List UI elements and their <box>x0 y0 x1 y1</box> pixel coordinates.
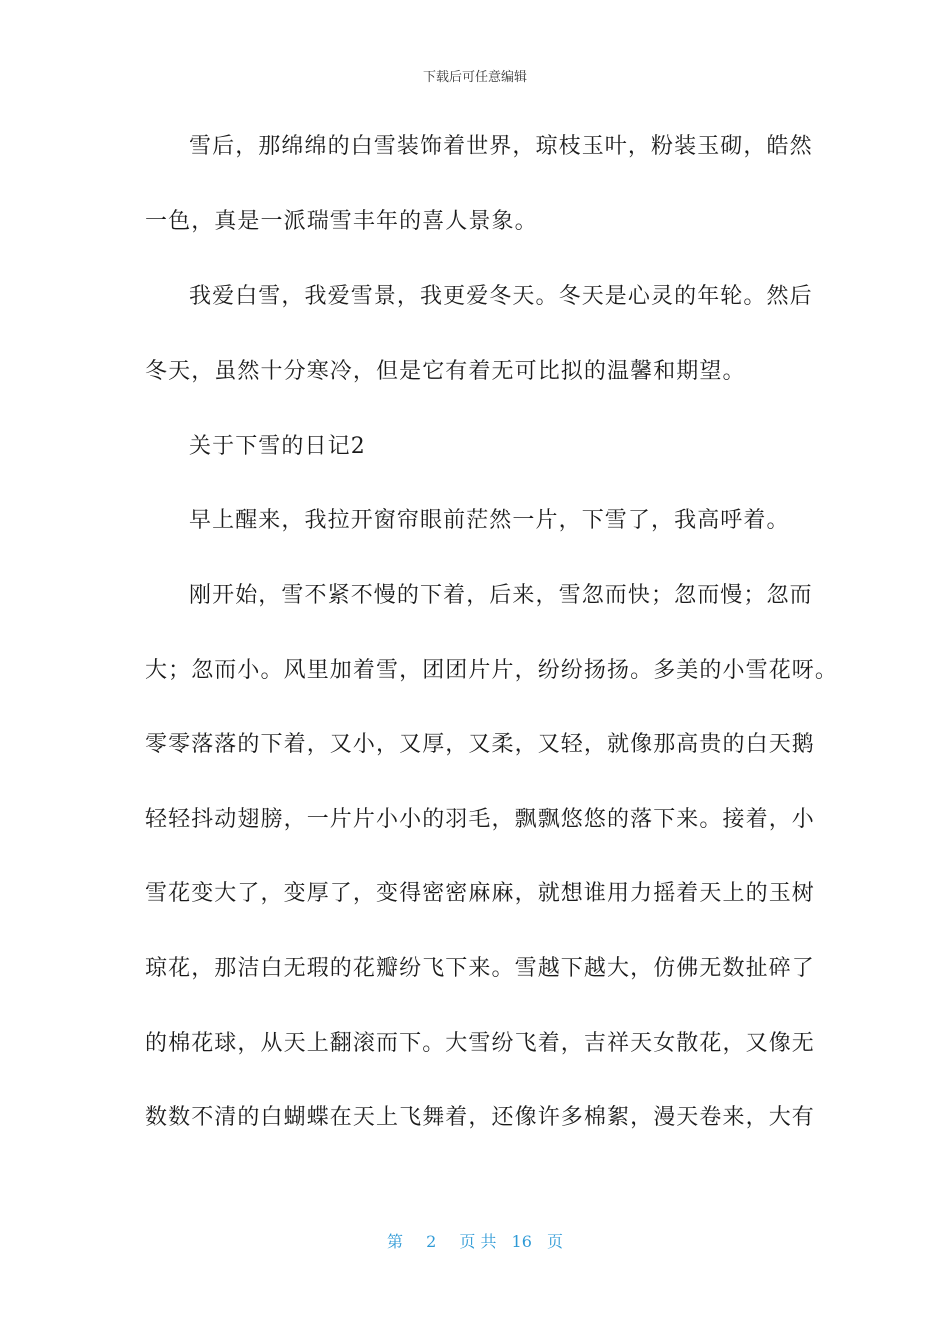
footer-suffix: 页 <box>547 1232 564 1251</box>
text-line: 琼花，那洁白无瑕的花瓣纷飞下来。雪越下越大，仿佛无数扯碎了 <box>145 956 815 981</box>
footer-prefix: 第 <box>386 1232 403 1251</box>
text-line: 零零落落的下着，又小，又厚，又柔，又轻，就像那高贵的白天鹅 <box>145 732 815 757</box>
text-line: 的棉花球，从天上翻滚而下。大雪纷飞着，吉祥天女散花，又像无 <box>145 1031 815 1056</box>
page-footer <box>0 1229 950 1252</box>
text-line: 刚开始，雪不紧不慢的下着，后来，雪忽而快；忽而慢；忽而 <box>189 583 813 608</box>
current-page-number: 2 <box>426 1232 437 1251</box>
footer-middle: 页 共 <box>459 1232 497 1251</box>
text-line: 数数不清的白蝴蝶在天上飞舞着，还像许多棉絮，漫天卷来，大有 <box>145 1105 815 1130</box>
text-line: 我爱白雪，我爱雪景，我更爱冬天。冬天是心灵的年轮。然后 <box>189 284 813 309</box>
text-line: 大；忽而小。风里加着雪，团团片片，纷纷扬扬。多美的小雪花呀。 <box>145 658 839 683</box>
text-line: 轻轻抖动翅膀，一片片小小的羽毛，飘飘悠悠的落下来。接着，小 <box>145 807 815 832</box>
text-line: 雪花变大了，变厚了，变得密密麻麻，就想谁用力摇着天上的玉树 <box>145 881 815 906</box>
text-line: 早上醒来，我拉开窗帘眼前茫然一片，下雪了，我高呼着。 <box>189 508 790 533</box>
section-heading: 关于下雪的日记2 <box>189 434 366 459</box>
text-line: 冬天，虽然十分寒冷，但是它有着无可比拟的温馨和期望。 <box>145 359 746 384</box>
total-pages-number: 16 <box>511 1232 532 1251</box>
text-line: 雪后，那绵绵的白雪装饰着世界，琼枝玉叶，粉装玉砌，皓然 <box>189 134 813 159</box>
page-header: 下载后可任意编辑 <box>422 70 527 85</box>
text-line: 一色，真是一派瑞雪丰年的喜人景象。 <box>145 209 538 234</box>
